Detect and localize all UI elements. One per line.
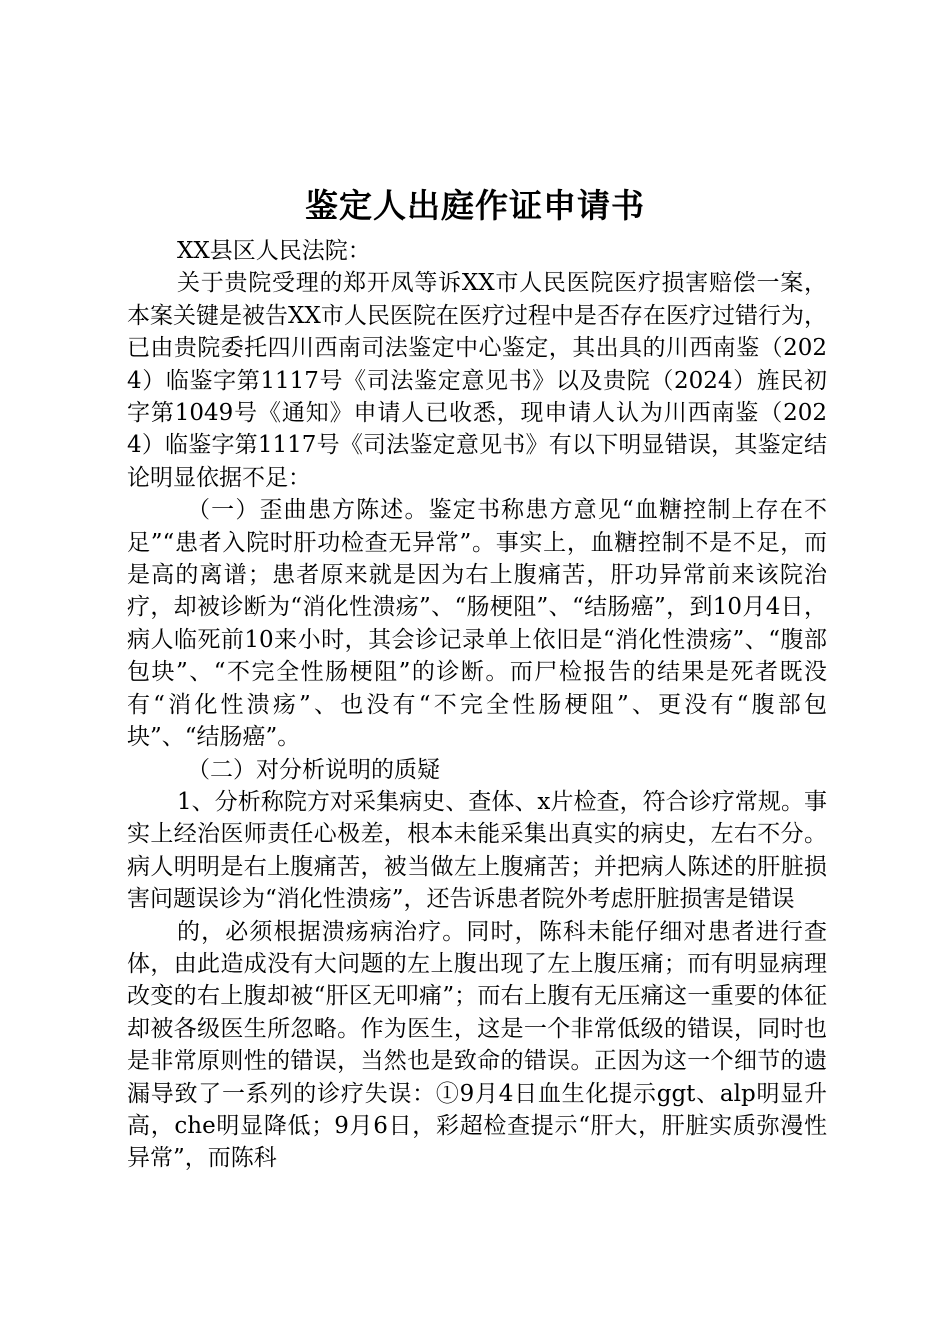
- intro-paragraph: 关于贵院受理的郑开凤等诉XX市人民医院医疗损害赔偿一案，本案关键是被告XX市人民医院在医疗过程中是否存在医疗过错行为，已由贵院委托四川西南司法鉴定中心鉴定，其出具的川西南鉴（2024）临鉴字第1117号《司法鉴定意见书》以及贵院（2024）旌民初字第1049号《通知》申请人已收悉，现申请人认为川西南鉴（2024）临鉴字第1117号《司法鉴定意见书》有以下明显错误，其鉴定结论明显依据不足：: [127, 270, 827, 491]
- point-two-heading: （二）对分析说明的质疑: [187, 756, 440, 783]
- analysis-item-one-paragraph: 1、分析称院方对采集病史、查体、x片检查，符合诊疗常规。事实上经治医师责任心极差，根本未能采集出真实的病史，左右不分。病人明明是右上腹痛苦，被当做左上腹痛苦；并把病人陈述的肝脏损害问题误诊为“消化性溃疡”，还告诉患者院外考虑肝脏损害是错误: [127, 788, 827, 913]
- analysis-continuation-paragraph: 的，必须根据溃疡病治疗。同时，陈科未能仔细对患者进行查体，由此造成没有大问题的左上腹出现了左上腹压痛；而有明显病理改变的右上腹却被“肝区无叩痛”；而右上腹有无压痛这一重要的体征却被各级医生所忽略。作为医生，这是一个非常低级的错误，同时也是非常原则性的错误，当然也是致命的错误。正因为这一个细节的遗漏导致了一系列的诊疗失误：①9月4日血生化提示ggt、alp明显升高，che明显降低；9月6日，彩超检查提示“肝大，肝脏实质弥漫性异常”，而陈科: [127, 918, 827, 1172]
- document-body: [127, 235, 827, 1175]
- point-one-paragraph: （一）歪曲患方陈述。鉴定书称患方意见“血糖控制上存在不足”“患者入院时肝功检查无异常”。事实上，血糖控制不是不足，而是高的离谱；患者原来就是因为右上腹痛苦，肝功异常前来该院治疗，却被诊断为“消化性溃疡”、“肠梗阻”、“结肠癌”，到10月4日，病人临死前10来小时，其会诊记录单上依旧是“消化性溃疡”、“腹部包块”、“不完全性肠梗阻”的诊断。而尸检报告的结果是死者既没有“消化性溃疡”、也没有“不完全性肠梗阻”、更没有“腹部包块”、“结肠癌”。: [127, 497, 827, 751]
- addressee-line: XX县区人民法院：: [177, 238, 371, 264]
- document-title: 鉴定人出庭作证申请书: [305, 186, 645, 225]
